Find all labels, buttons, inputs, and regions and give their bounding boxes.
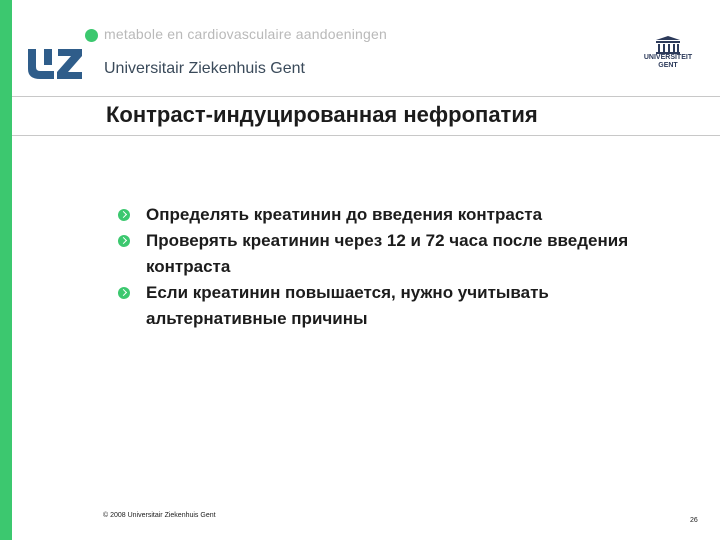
list-item — [118, 202, 638, 228]
uz-logo — [26, 43, 84, 83]
arrow-bullet-icon — [118, 287, 130, 299]
footer-copyright: © 2008 Universitair Ziekenhuis Gent — [103, 512, 216, 519]
slide-title: Контраст-индуцированная нефропатия — [106, 102, 538, 127]
ugent-logo-text — [626, 54, 710, 70]
ugent-line2: GENT — [658, 62, 678, 69]
bullet-list — [118, 202, 638, 332]
hospital-name: Universitair Ziekenhuis Gent — [104, 60, 305, 77]
department-label: metabole en cardiovasculaire aandoeningen — [104, 26, 387, 42]
list-item — [118, 280, 638, 332]
slide-header — [0, 0, 720, 100]
bullet-text: Если креатинин повышается, нужно учитывать альтернативные причины — [146, 283, 549, 328]
arrow-bullet-icon — [118, 209, 130, 221]
title-band — [12, 96, 720, 136]
ugent-line1: UNIVERSITEIT — [643, 54, 693, 61]
list-item — [118, 228, 638, 280]
bullet-text: Проверять креатинин через 12 и 72 часа после введения контраста — [146, 231, 629, 276]
bullet-text: Определять креатинин до введения контраста — [146, 205, 543, 224]
page-number: 26 — [690, 517, 698, 524]
green-dot-icon — [85, 29, 98, 42]
arrow-bullet-icon — [118, 235, 130, 247]
